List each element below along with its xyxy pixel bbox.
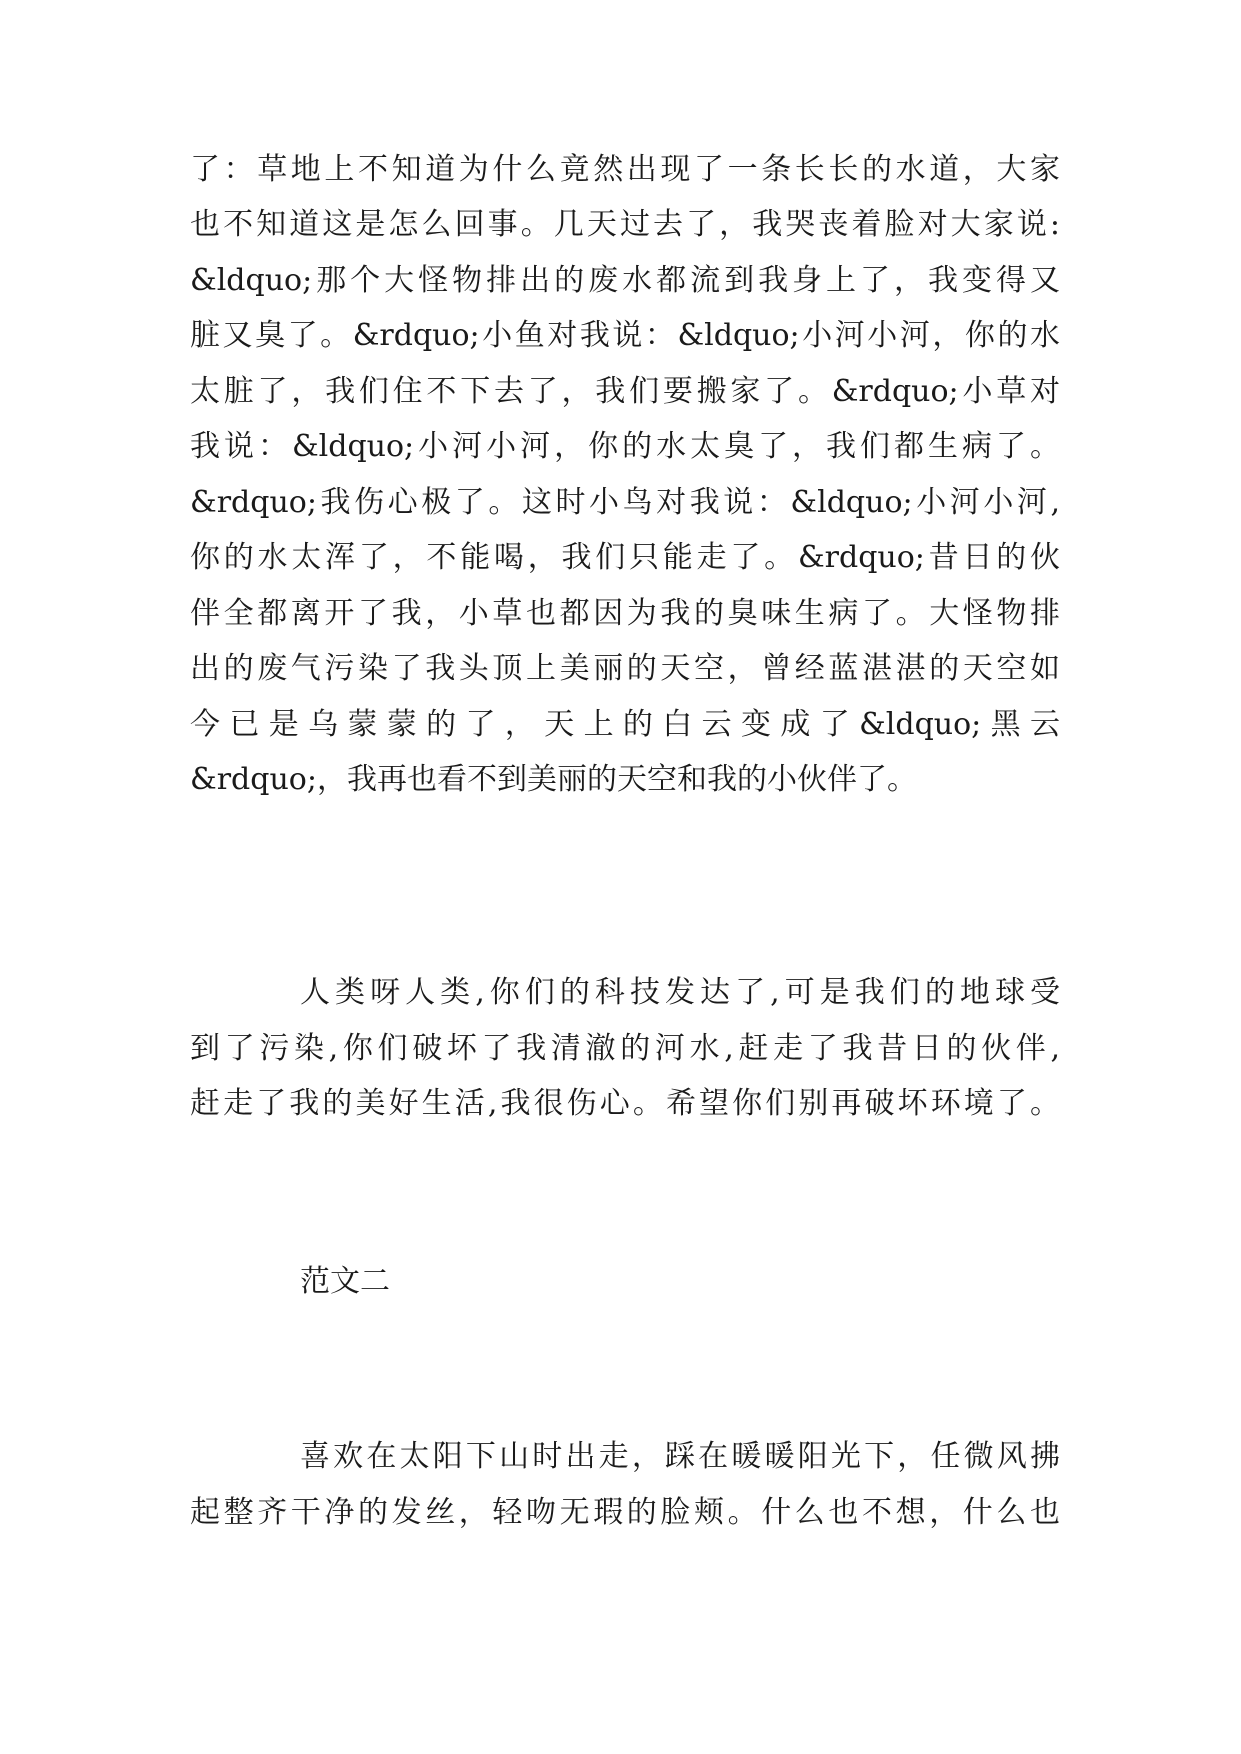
text-line: 起整齐干净的发丝，轻吻无瑕的脸颊。什么也不想，什么也 [190, 1495, 1060, 1530]
text-line: 赶走了我的美好生活,我很伤心。希望你们别再破坏环境了。 [190, 1086, 1060, 1121]
text-line: &rdquo;我伤心极了。这时小鸟对我说：&ldquo;小河小河, [190, 485, 1060, 520]
text-line: 出的废气污染了我头顶上美丽的天空，曾经蓝湛湛的天空如 [190, 651, 1060, 686]
text-line: 脏又臭了。&rdquo;小鱼对我说：&ldquo;小河小河，你的水 [190, 318, 1060, 353]
text-line: &rdquo;，我再也看不到美丽的天空和我的小伙伴了。 [190, 762, 917, 797]
text-line: 到了污染,你们破坏了我清澈的河水,赶走了我昔日的伙伴, [190, 1031, 1060, 1066]
text-line: &ldquo;那个大怪物排出的废水都流到我身上了，我变得又 [190, 263, 1060, 298]
text-line: 人类呀人类,你们的科技发达了,可是我们的地球受 [300, 975, 1060, 1010]
section-heading: 范文二 [300, 1264, 390, 1299]
text-line: 太脏了，我们住不下去了，我们要搬家了。&rdquo;小草对 [190, 374, 1060, 409]
text-line: 你的水太浑了，不能喝，我们只能走了。&rdquo;昔日的伙 [190, 540, 1060, 575]
text-line: 伴全都离开了我，小草也都因为我的臭味生病了。大怪物排 [190, 596, 1060, 631]
text-line: 了：草地上不知道为什么竟然出现了一条长长的水道，大家 [190, 152, 1060, 187]
text-line: 我说：&ldquo;小河小河，你的水太臭了，我们都生病了。 [190, 429, 1060, 464]
text-line: 喜欢在太阳下山时出走，踩在暖暖阳光下，任微风拂 [300, 1439, 1060, 1474]
text-line: 今已是乌蒙蒙的了，天上的白云变成了&ldquo;黑云 [190, 707, 1060, 742]
text-line: 也不知道这是怎么回事。几天过去了，我哭丧着脸对大家说: [190, 207, 1060, 242]
